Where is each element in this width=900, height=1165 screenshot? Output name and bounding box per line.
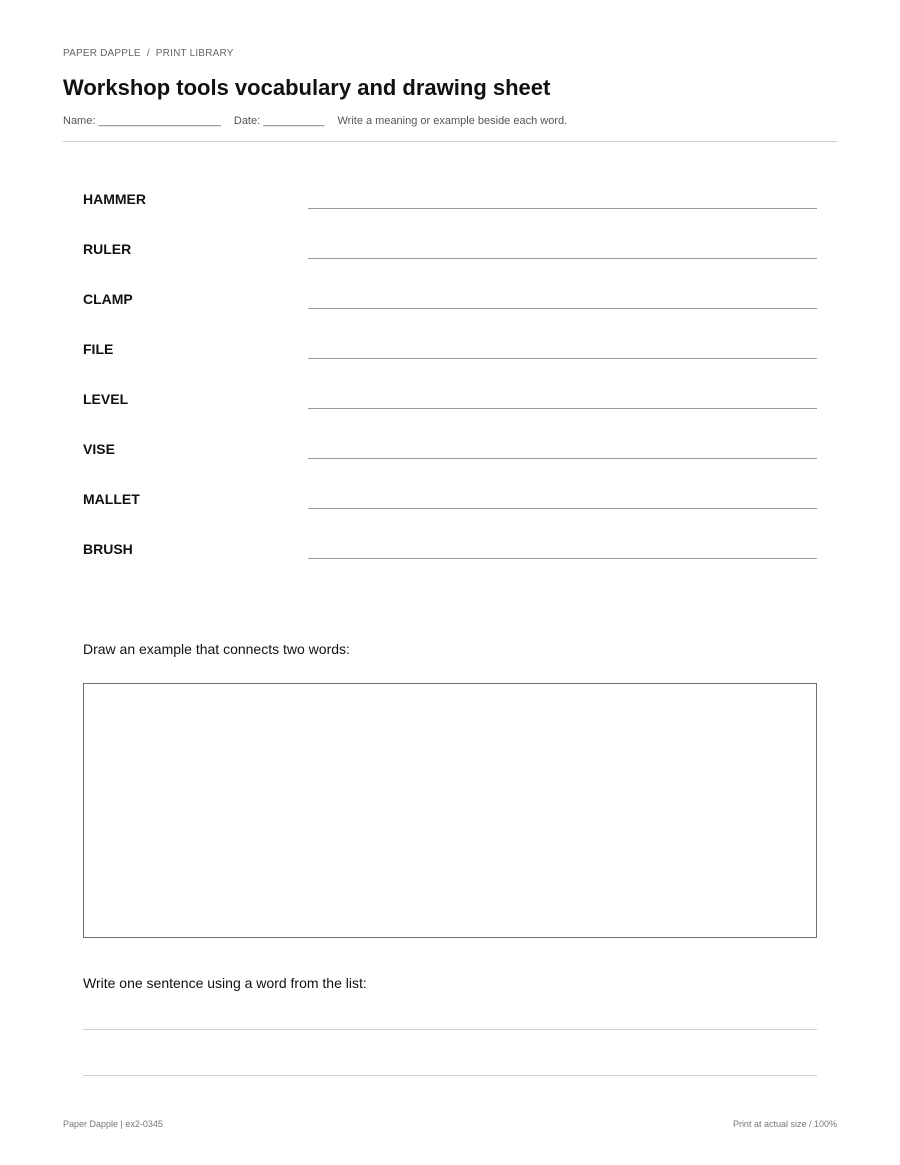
breadcrumb-separator: / xyxy=(146,48,150,59)
vocab-row-clamp xyxy=(83,291,817,331)
student-info-line xyxy=(63,115,567,127)
vocab-row-brush xyxy=(83,541,817,581)
vocab-word: LEVEL xyxy=(83,391,129,407)
vocab-answer-line[interactable] xyxy=(308,208,817,209)
vocab-row-file xyxy=(83,341,817,381)
instruction-text: Write a meaning or example beside each word. xyxy=(337,115,568,127)
vocab-answer-line[interactable] xyxy=(308,308,817,309)
vocab-word: BRUSH xyxy=(83,541,133,557)
vocab-answer-line[interactable] xyxy=(308,408,817,409)
date-field-label: Date: __________ xyxy=(233,115,325,127)
vocab-word: HAMMER xyxy=(83,191,146,207)
footer-print-note: Print at actual size / 100% xyxy=(732,1119,837,1129)
header-divider xyxy=(63,141,837,142)
vocab-row-level xyxy=(83,391,817,431)
vocab-word: MALLET xyxy=(83,491,140,507)
drawing-box[interactable] xyxy=(83,683,817,938)
vocab-row-hammer xyxy=(83,191,817,231)
vocab-word: RULER xyxy=(83,241,132,257)
vocab-row-ruler xyxy=(83,241,817,281)
sentence-prompt: Write one sentence using a word from the list: xyxy=(83,975,367,991)
breadcrumb-item-paper-dapple: PAPER DAPPLE xyxy=(63,48,141,59)
sentence-writing-line[interactable] xyxy=(83,1029,817,1030)
vocab-answer-line[interactable] xyxy=(308,258,817,259)
vocab-answer-line[interactable] xyxy=(308,458,817,459)
breadcrumb-item-print-library: PRINT LIBRARY xyxy=(155,48,234,59)
name-field-label: Name: ____________________ xyxy=(63,115,221,127)
vocab-word: VISE xyxy=(83,441,115,457)
vocab-answer-line[interactable] xyxy=(308,508,817,509)
sentence-writing-line[interactable] xyxy=(83,1075,817,1076)
page-title: Workshop tools vocabulary and drawing sheet xyxy=(63,75,551,100)
vocab-row-mallet xyxy=(83,491,817,531)
vocab-word: CLAMP xyxy=(83,291,133,307)
vocab-row-vise xyxy=(83,441,817,481)
breadcrumb xyxy=(63,48,234,59)
vocab-answer-line[interactable] xyxy=(308,358,817,359)
vocab-word: FILE xyxy=(83,341,114,357)
vocab-answer-line[interactable] xyxy=(308,558,817,559)
drawing-prompt: Draw an example that connects two words: xyxy=(83,641,350,657)
footer-source: Paper Dapple | ex2-0345 xyxy=(63,1119,163,1129)
